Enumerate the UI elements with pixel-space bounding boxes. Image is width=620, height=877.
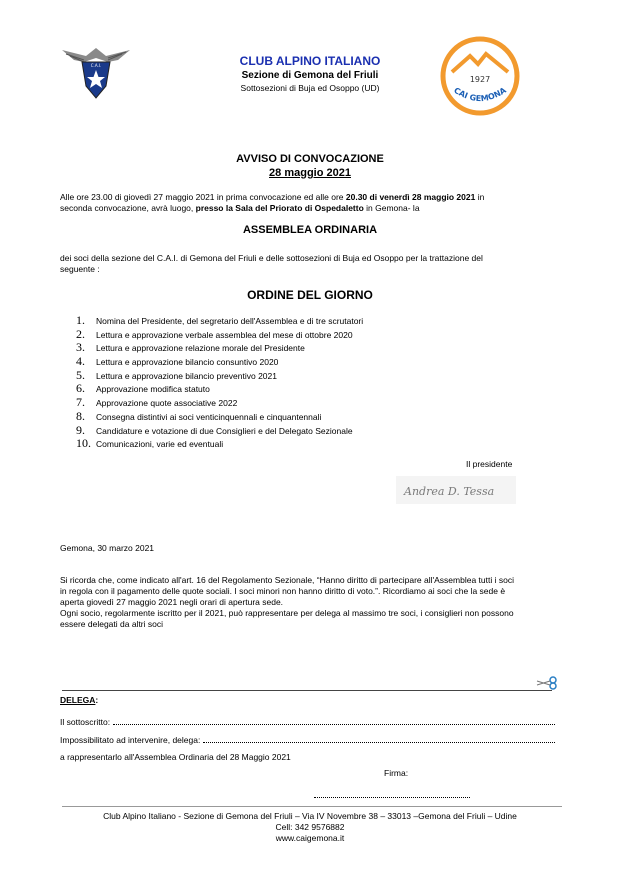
notice-header	[150, 152, 470, 180]
footer-address: Club Alpino Italiano - Sezione di Gemona del Friuli – Via IV Novembre 38 – 33013 –Gemona del Friuli – Udine	[103, 811, 517, 821]
undersigned-row	[60, 717, 555, 728]
letterhead	[150, 54, 470, 94]
footer-phone: Cell: 342 9576882	[275, 822, 345, 832]
agenda-item: 6. Approvazione modifica statuto	[76, 381, 210, 396]
signature-field[interactable]	[314, 797, 470, 798]
cut-line	[62, 690, 552, 691]
place-date: Gemona, 30 marzo 2021	[60, 543, 155, 553]
agenda-item: 4. Lettura e approvazione bilancio consuntivo 2020	[76, 354, 279, 369]
notice-title: AVVISO DI CONVOCAZIONE	[236, 153, 384, 165]
agenda-list	[76, 313, 363, 450]
agenda-item: 3. Lettura e approvazione relazione morale del Presidente	[76, 340, 305, 355]
agenda-item: 8. Consegna distintivi ai soci venticinquennali e cinquantennali	[76, 408, 322, 423]
undersigned-label: Il sottoscritto:	[60, 717, 111, 727]
agenda-title: ORDINE DEL GIORNO	[247, 288, 373, 302]
meeting-location: presso la Sala del Priorato di Ospedaletto	[195, 203, 364, 213]
cai-logo-text: C.A.I.	[90, 63, 102, 68]
footer-website[interactable]: www.caigemona.it	[275, 833, 345, 843]
cai-eagle-logo	[60, 40, 132, 102]
footer-divider	[62, 806, 562, 807]
agenda-item: 10. Comunicazioni, varie ed eventuali	[76, 436, 224, 451]
reminder-text: Si ricorda che, come indicato all'art. 16 del Regolamento Sezionale, “Hanno diritto di partecipare all'Assemblea tutti i soci in regola con il pagamento delle quote sociali. I soci minori non hanno diritto di voto.”. Ricordiamo ai soci che la sede è aperta giovedì 27 maggio 2021 negli orari di apertura sede. Ogni socio, regolarmente iscritto per il 2021, può rappresentare per delega al massimo tre soci, i consiglieri non possono essere delegati da altri soci	[60, 575, 514, 629]
delegate-field[interactable]	[203, 735, 555, 743]
notice-date: 28 maggio 2021	[269, 167, 351, 179]
delegate-row	[60, 735, 555, 746]
cai-gemona-logo	[440, 36, 520, 116]
agenda-item: 7. Approvazione quote associative 2022	[76, 395, 238, 410]
delega-title: DELEGA:	[60, 695, 99, 705]
svg-text:CAI GEMONA	[452, 85, 508, 103]
assembly-text: dei soci della sezione del C.A.I. di Gemona del Friuli e delle sottosezioni di Buja ed Osoppo per la trattazione del seguente :	[60, 253, 483, 274]
agenda-item: 1. Nomina del Presidente, del segretario dell'Assemblea e di tre scrutatori	[76, 313, 364, 327]
footer	[40, 811, 580, 844]
agenda-item: 9. Candidature e votazione di due Consiglieri e del Delegato Sezionale	[76, 422, 353, 437]
logo-gemona-text: CAI GEMONA	[452, 85, 508, 104]
second-call-time: 20.30 di venerdì 28 maggio 2021	[345, 192, 476, 202]
logo-year: 1927	[469, 75, 491, 84]
signature-text: Andrea D. Tessa	[404, 485, 495, 498]
subsections: Sottosezioni di Buja ed Osoppo (UD)	[240, 83, 380, 93]
assembly-title: ASSEMBLEA ORDINARIA	[242, 224, 378, 236]
scissors-icon	[536, 676, 558, 690]
section-name: Sezione di Gemona del Friuli	[241, 70, 379, 81]
signature-label: Firma:	[384, 768, 409, 778]
agenda-item: 5. Lettura e approvazione bilancio preventivo 2021	[76, 367, 277, 382]
president-signature	[396, 476, 516, 504]
notice-intro: Alle ore 23.00 di giovedì 27 maggio 2021 in prima convocazione ed alle ore 20.30 di venerdì 28 maggio 2021 in seconda convocazione, avrà luogo, presso la Sala del Priorato di Ospedaletto in Gemona- la	[60, 192, 485, 213]
delegate-label: Impossibilitato ad intervenire, delega:	[60, 735, 201, 745]
president-label: Il presidente	[466, 459, 513, 469]
undersigned-field[interactable]	[113, 717, 555, 725]
club-title: CLUB ALPINO ITALIANO	[239, 54, 381, 68]
agenda-item: 2. Lettura e approvazione verbale assemblea del mese di ottobre 2020	[76, 326, 353, 341]
represent-text: a rappresentarlo all'Assemblea Ordinaria del 28 Maggio 2021	[60, 752, 291, 762]
